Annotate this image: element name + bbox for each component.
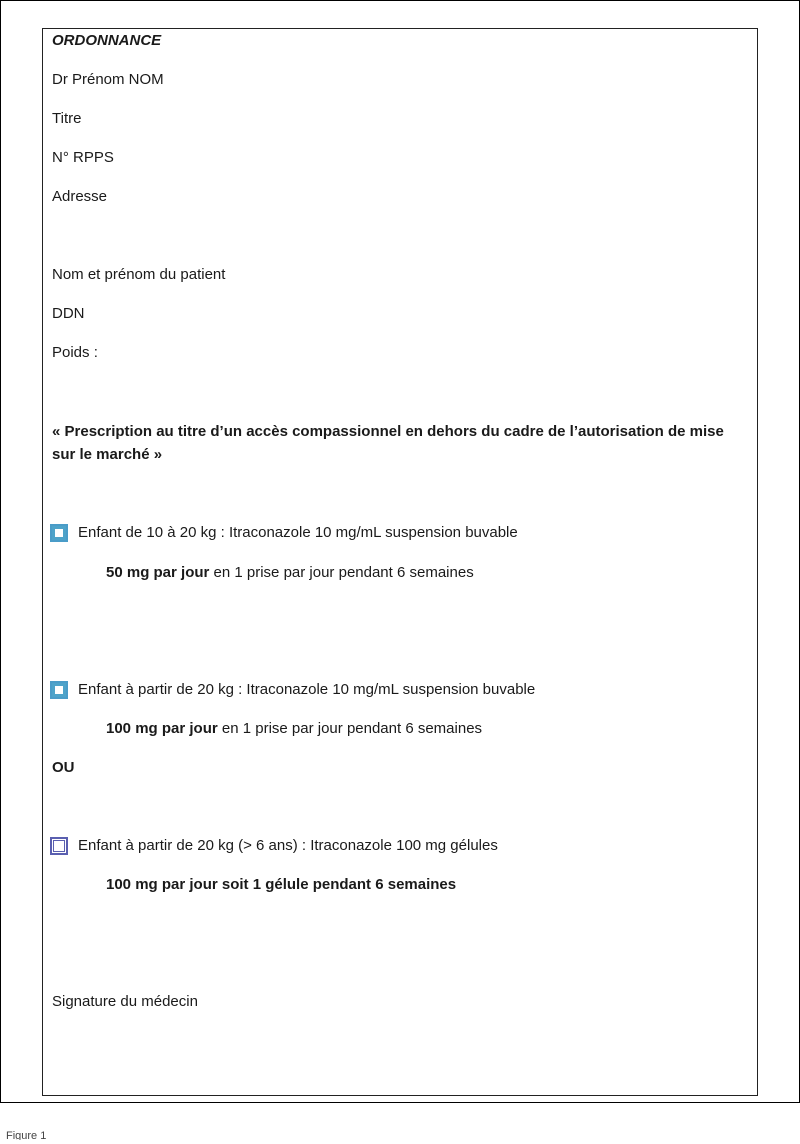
option-row-3[interactable] <box>50 836 498 855</box>
option-label: Enfant à partir de 20 kg (> 6 ans) : Itraconazole 100 mg gélules <box>78 837 498 854</box>
dose-bold: 50 mg par jour <box>106 564 210 581</box>
dose-line-2 <box>106 719 482 738</box>
option-row-1[interactable] <box>50 523 518 542</box>
or-label: OU <box>52 759 75 776</box>
option-label: Enfant à partir de 20 kg : Itraconazole 10 mg/mL suspension buvable <box>78 681 536 698</box>
dose-bold: 100 mg par jour <box>106 720 218 737</box>
dose-line-1 <box>106 563 474 582</box>
dose-bold: 100 mg par jour soit 1 gélule pendant 6 semaines <box>106 876 457 893</box>
prescription-form <box>42 28 758 1096</box>
doctor-title: Titre <box>52 110 82 127</box>
checkbox-icon[interactable] <box>50 524 68 542</box>
doctor-signature-label: Signature du médecin <box>52 993 198 1010</box>
checkbox-icon[interactable] <box>50 837 68 855</box>
figure-caption: Figure 1 <box>6 1130 47 1140</box>
doctor-name: Dr Prénom NOM <box>52 71 164 88</box>
compassionate-access-statement: « Prescription au titre d’un accès compassionnel en dehors du cadre de l’autorisation de mise sur le marché » <box>52 423 724 463</box>
doctor-address: Adresse <box>52 188 108 205</box>
dose-rest: en 1 prise par jour pendant 6 semaines <box>217 720 483 737</box>
patient-ddn: DDN <box>52 305 85 322</box>
document-title: ORDONNANCE <box>52 32 162 49</box>
rpps-number: N° RPPS <box>52 149 114 166</box>
option-label: Enfant de 10 à 20 kg : Itraconazole 10 mg/mL suspension buvable <box>78 524 518 541</box>
dose-rest: en 1 prise par jour pendant 6 semaines <box>209 564 474 581</box>
checkbox-icon[interactable] <box>50 681 68 699</box>
option-row-2[interactable] <box>50 680 535 699</box>
dose-line-3 <box>106 875 456 894</box>
patient-weight: Poids : <box>52 344 98 361</box>
patient-name: Nom et prénom du patient <box>52 266 226 283</box>
